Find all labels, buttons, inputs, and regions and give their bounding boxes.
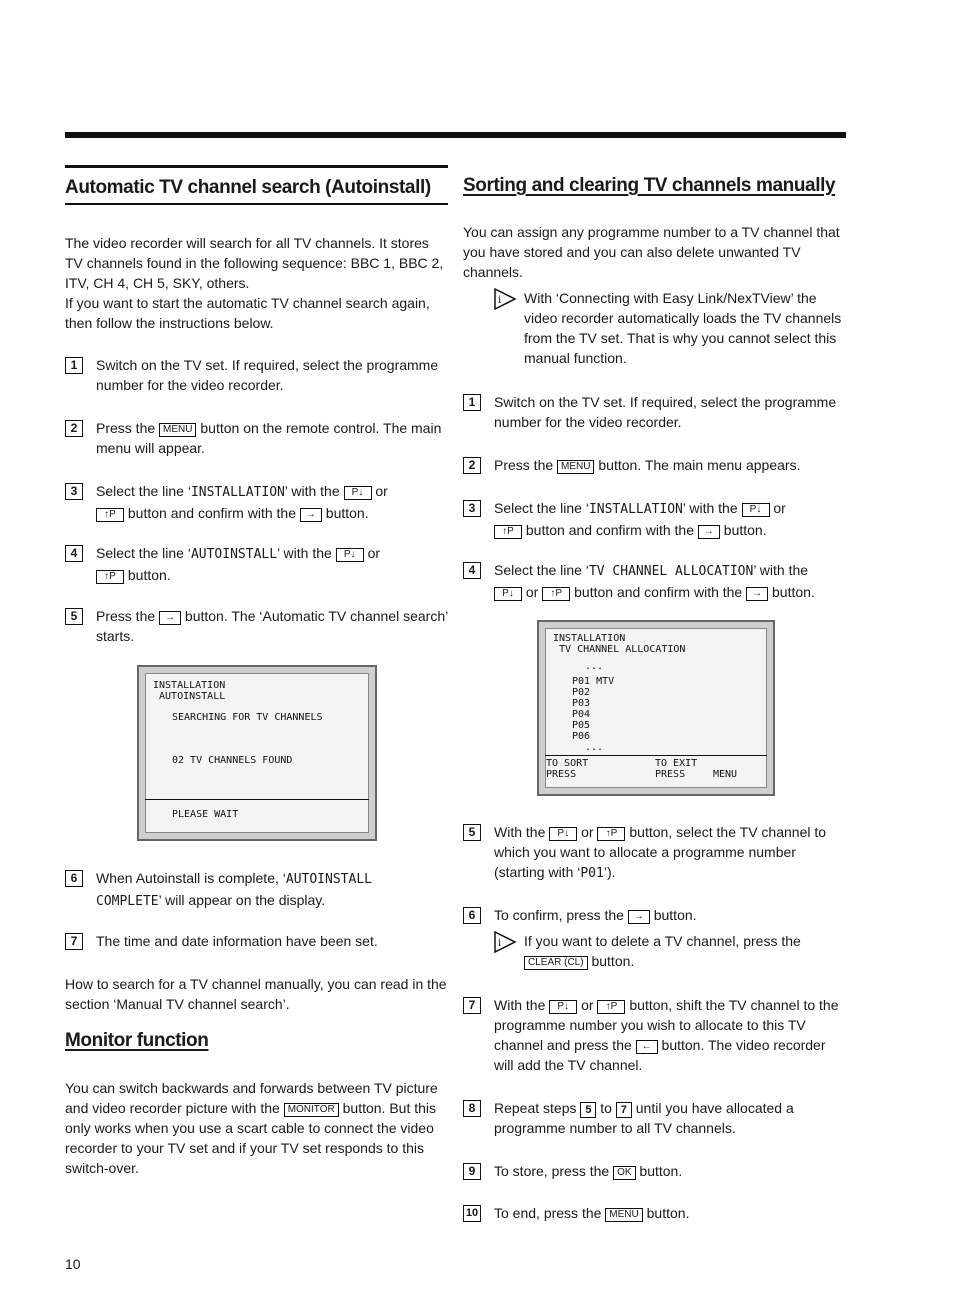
monitor-key: MONITOR <box>284 1103 339 1117</box>
step-number: 6 <box>463 907 481 924</box>
p-down-key: P↓ <box>336 548 364 562</box>
arrow-right-key: → <box>746 587 768 601</box>
info-note-1 <box>493 288 843 368</box>
step-text: button and confirm with the <box>525 522 694 538</box>
screen-text: P03 <box>572 698 591 709</box>
p-up-key: ↑P <box>542 587 570 601</box>
arrow-right-key: → <box>300 508 322 522</box>
step-number: 8 <box>463 1100 481 1117</box>
step-number: 3 <box>463 500 481 517</box>
step-text: Select the line ‘ <box>494 562 589 578</box>
step-text: or <box>581 824 594 840</box>
step-text: ’ with the <box>753 562 809 578</box>
step-2 <box>463 455 846 475</box>
step-text: To end, press the <box>494 1205 602 1221</box>
step-text: With the <box>494 824 546 840</box>
tv-screen-channel-allocation <box>537 620 775 796</box>
step-text: When Autoinstall is complete, ‘ <box>96 870 286 886</box>
step-6 <box>65 868 448 912</box>
step-7 <box>65 931 448 951</box>
step-number: 3 <box>65 483 83 500</box>
left-column <box>65 165 448 1176</box>
step-text: button on the remote control. The main menu will appear. <box>96 420 442 456</box>
arrow-right-key: → <box>628 910 650 924</box>
screen-text: MENU <box>713 769 738 780</box>
menu-line-code: AUTOINSTALL <box>190 547 278 562</box>
menu-key: MENU <box>557 460 594 474</box>
step-text: To confirm, press the <box>494 907 624 923</box>
step-text: Press the <box>96 608 156 624</box>
monitor-text <box>65 1078 448 1178</box>
info-note-2 <box>493 931 843 971</box>
step-number: 7 <box>65 933 83 950</box>
step-number: 1 <box>65 357 83 374</box>
screen-text: P04 <box>572 709 591 720</box>
p-up-key: ↑P <box>597 1000 625 1014</box>
screen-text: PRESS <box>546 769 577 780</box>
top-rule <box>65 132 846 138</box>
step-4 <box>463 560 846 602</box>
right-column <box>463 165 846 1221</box>
step-3 <box>65 481 448 523</box>
programme-code: P01 <box>580 866 604 881</box>
info-icon <box>493 288 517 310</box>
step-1 <box>65 355 448 395</box>
p-up-key: ↑P <box>96 508 124 522</box>
step-number: 1 <box>463 394 481 411</box>
step-8 <box>463 1098 846 1138</box>
step-text: button. <box>127 567 171 583</box>
step-text: Press the <box>96 420 156 436</box>
step-number: 10 <box>463 1205 481 1222</box>
step-text: button. <box>772 584 815 600</box>
step-text: Switch on the TV set. If required, select the programme number for the video recorder. <box>494 394 837 430</box>
step-number: 5 <box>463 824 481 841</box>
step-7 <box>463 995 846 1075</box>
page-number: 10 <box>65 1256 81 1272</box>
step-text: button. The video recorder will add the TV channel. <box>494 1037 826 1073</box>
step-text: button. <box>325 505 369 521</box>
step-text: until you have allocated a programme number to all TV channels. <box>494 1100 794 1136</box>
step-text: Select the line ‘ <box>494 500 589 516</box>
step-text: button. The ‘Automatic TV channel search’ starts. <box>96 608 448 644</box>
sorting-intro: You can assign any programme number to a TV channel that you have stored and you can also delete unwanted TV channels. <box>463 224 840 280</box>
step-text: ’ will appear on the display. <box>158 892 326 908</box>
screen-divider <box>145 799 369 800</box>
arrow-left-key: ← <box>636 1040 658 1054</box>
manual-search-note: How to search for a TV channel manually, you can read in the section ‘Manual TV channel search’. <box>65 976 447 1012</box>
screen-text: INSTALLATION <box>553 633 626 644</box>
autoinstall-heading: Automatic TV channel search (Autoinstall) <box>65 165 448 205</box>
step-number: 7 <box>463 997 481 1014</box>
screen-text: TV CHANNEL ALLOCATION <box>553 644 686 655</box>
step-ref-7: 7 <box>616 1102 632 1118</box>
info-text: If you want to delete a TV channel, press the <box>524 933 801 949</box>
menu-line-code: INSTALLATION <box>588 502 683 517</box>
step-text: Select the line ‘ <box>96 545 191 561</box>
p-down-key: P↓ <box>344 486 372 500</box>
p-down-key: P↓ <box>549 1000 577 1014</box>
step-5 <box>463 822 846 884</box>
step-text: ’ with the <box>284 483 340 499</box>
step-text: button and confirm with the <box>127 505 296 521</box>
step-text: or <box>773 500 786 516</box>
step-text: Switch on the TV set. If required, select the programme number for the video recorder. <box>96 357 439 393</box>
sorting-heading: Sorting and clearing TV channels manually <box>463 175 836 196</box>
step-2 <box>65 418 448 458</box>
screen-text: INSTALLATION <box>153 680 226 691</box>
step-5 <box>65 606 448 646</box>
step-number: 2 <box>463 457 481 474</box>
menu-key: MENU <box>605 1208 642 1222</box>
step-text: button, select the TV channel to which you want to allocate a programme number (starting with ‘ <box>494 824 827 880</box>
step-text: Select the line ‘ <box>96 483 191 499</box>
tv-screen-autoinstall <box>137 665 377 841</box>
step-10 <box>463 1203 846 1223</box>
screen-text: AUTOINSTALL <box>153 691 226 702</box>
screen-text: 02 TV CHANNELS FOUND <box>172 755 293 766</box>
screen-text: SEARCHING FOR TV CHANNELS <box>172 712 323 723</box>
ok-key: OK <box>613 1166 635 1180</box>
step-number: 4 <box>463 562 481 579</box>
step-3 <box>463 498 846 540</box>
step-ref-5: 5 <box>580 1102 596 1118</box>
step-4 <box>65 543 448 585</box>
step-text: The time and date information have been set. <box>96 933 378 949</box>
arrow-right-key: → <box>159 611 181 625</box>
menu-line-code: TV CHANNEL ALLOCATION <box>588 564 754 579</box>
monitor-text-part: You can switch backwards and forwards between TV picture and video recorder picture with the <box>65 1080 438 1116</box>
step-text: Press the <box>494 457 554 473</box>
clear-key: CLEAR (CL) <box>524 956 588 970</box>
info-text: With ‘Connecting with Easy Link/NexTView’ the video recorder automatically loads the TV channels from the TV set. That is why you cannot select this manual function. <box>524 290 842 366</box>
step-text: ’ with the <box>682 500 738 516</box>
step-number: 9 <box>463 1163 481 1180</box>
step-text: or <box>375 483 388 499</box>
info-text: button. <box>591 953 635 969</box>
menu-line-code: INSTALLATION <box>190 485 285 500</box>
svg-text:i: i <box>498 295 502 306</box>
step-text: button. <box>646 1205 690 1221</box>
step-9 <box>463 1161 846 1181</box>
step-number: 5 <box>65 608 83 625</box>
step-text: or <box>367 545 381 561</box>
p-up-key: ↑P <box>96 570 124 584</box>
step-text: ’). <box>603 864 616 880</box>
screen-text: TO EXIT <box>655 758 698 769</box>
p-down-key: P↓ <box>494 587 522 601</box>
screen-text: P06 <box>572 731 591 742</box>
p-down-key: P↓ <box>549 827 577 841</box>
monitor-heading: Monitor function <box>65 1030 209 1051</box>
step-number: 2 <box>65 420 83 437</box>
autoinstall-intro-2: If you want to start the automatic TV channel search again, then follow the instructions below. <box>65 295 430 331</box>
screen-text: PLEASE WAIT <box>172 809 239 820</box>
p-up-key: ↑P <box>597 827 625 841</box>
screen-text: P05 <box>572 720 591 731</box>
screen-divider <box>545 755 767 756</box>
step-text: ’ with the <box>277 545 332 561</box>
step-text: to <box>600 1100 612 1116</box>
step-text: button. The main menu appears. <box>598 457 801 473</box>
step-text: button, shift the TV channel to the programme number you wish to allocate to this TV channel and press the <box>494 997 839 1053</box>
step-text: or <box>581 997 594 1013</box>
screen-text: ... <box>585 742 604 753</box>
screen-text: P01 MTV <box>572 676 615 687</box>
screen-text: TO SORT <box>546 758 589 769</box>
info-icon <box>493 931 517 953</box>
p-up-key: ↑P <box>494 525 522 539</box>
screen-text: PRESS <box>655 769 686 780</box>
step-text: Repeat steps <box>494 1100 577 1116</box>
display-message-code: AUTOINSTALL COMPLETE <box>96 872 372 909</box>
step-1 <box>463 392 846 432</box>
step-text: button and confirm with the <box>574 584 743 600</box>
autoinstall-intro: The video recorder will search for all TV channels. It stores TV channels found in the following sequence: BBC 1, BBC 2, ITV, CH 4, CH 5, SKY, others. <box>65 235 444 291</box>
step-number: 6 <box>65 870 83 887</box>
step-text: button. <box>653 907 697 923</box>
step-number: 4 <box>65 545 83 562</box>
screen-text: P02 <box>572 687 591 698</box>
screen-text: ... <box>585 661 604 672</box>
step-text: or <box>525 584 539 600</box>
monitor-text-part: button. But this only works when you use a scart cable to connect the video recorder to your TV set and if your TV set responds to this switch-over. <box>65 1100 437 1176</box>
step-text: button. <box>639 1163 683 1179</box>
step-text: To store, press the <box>494 1163 610 1179</box>
step-6 <box>463 905 846 925</box>
svg-text:i: i <box>498 938 502 949</box>
menu-key: MENU <box>159 423 196 437</box>
step-text: With the <box>494 997 546 1013</box>
step-text: button. <box>723 522 767 538</box>
p-down-key: P↓ <box>742 503 770 517</box>
arrow-right-key: → <box>698 525 720 539</box>
